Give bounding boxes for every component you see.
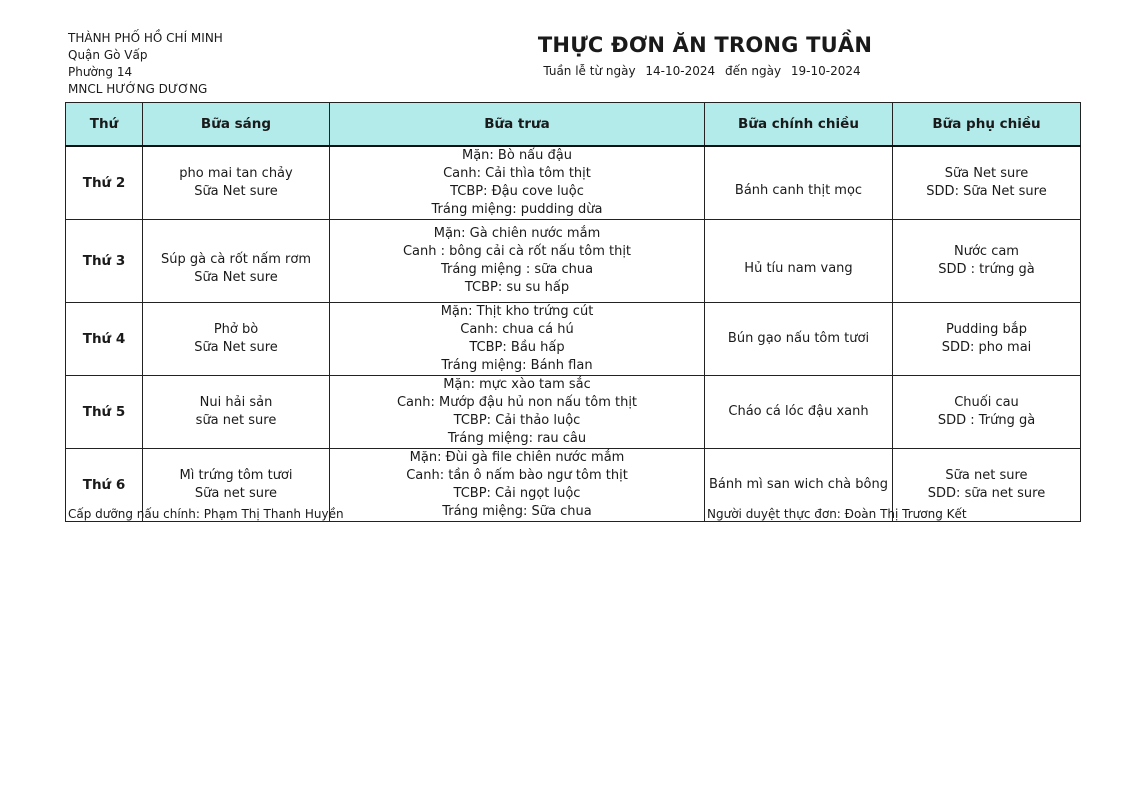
breakfast-cell [143, 146, 330, 220]
menu-item: TCBP: su su hấp [464, 280, 570, 295]
menu-item: Canh: tần ô nấm bào ngư tôm thịt [406, 468, 628, 483]
menu-item: Canh: chua cá hú [460, 322, 574, 337]
menu-item: Tráng miệng: rau câu [447, 431, 587, 446]
column-header-breakfast: Bữa sáng [143, 103, 330, 147]
menu-item: Mặn: Gà chiên nước mắm [433, 226, 601, 241]
menu-item: Nui hải sản [199, 395, 273, 410]
menu-item: Tráng miệng: Sữa chua [442, 504, 592, 519]
week-range [440, 64, 970, 78]
breakfast-cell [143, 303, 330, 376]
table-row [66, 376, 1081, 449]
menu-item: Sữa net sure [945, 468, 1028, 483]
approver-signature: Người duyệt thực đơn: Đoàn Thị Trương Kết [707, 507, 967, 521]
week-date-to: 19-10-2024 [790, 64, 861, 78]
afternoon-snack-cell [893, 376, 1081, 449]
afternoon-main-cell [705, 376, 893, 449]
breakfast-cell [143, 376, 330, 449]
day-cell: Thứ 3 [66, 220, 143, 303]
school-name: MNCL HƯỚNG DƯƠNG [68, 82, 208, 96]
menu-item: Mặn: Bò nấu đậu [462, 148, 572, 163]
weekly-menu-table [65, 102, 1081, 522]
menu-item: Bún gạo nấu tôm tươi [727, 331, 870, 346]
menu-item: Sữa Net sure [944, 166, 1029, 181]
menu-item: Tráng miệng : sữa chua [440, 262, 594, 277]
menu-item: Sữa Net sure [194, 270, 278, 285]
column-header-afternoon-snack: Bữa phụ chiều [893, 103, 1081, 147]
day-cell: Thứ 4 [66, 303, 143, 376]
menu-item: Tráng miệng: Bánh flan [441, 358, 593, 373]
menu-item: TCBP: Cải thảo luộc [453, 413, 581, 428]
menu-item: Chuối cau [954, 395, 1019, 410]
menu-item: Canh: Cải thìa tôm thịt [443, 166, 591, 181]
menu-item: Mặn: Thịt kho trứng cút [440, 304, 594, 319]
day-cell: Thứ 2 [66, 146, 143, 220]
menu-item: SDD: sữa net sure [927, 486, 1046, 501]
menu-item: Sữa Net sure [194, 340, 278, 355]
lunch-cell [330, 449, 705, 522]
table-row [66, 146, 1081, 220]
table-row [66, 220, 1081, 303]
menu-item: Sữa net sure [194, 486, 278, 501]
menu-item: Phở bò [213, 322, 259, 337]
lunch-cell [330, 303, 705, 376]
menu-item: Mặn: Đùi gà file chiên nước mắm [409, 450, 625, 465]
page-title: THỰC ĐƠN ĂN TRONG TUẦN [537, 33, 873, 57]
week-label-to: đến ngày [724, 64, 782, 78]
table-row [66, 303, 1081, 376]
afternoon-main-cell [705, 303, 893, 376]
menu-item: sữa net sure [195, 413, 277, 428]
menu-item: Nước cam [954, 244, 1019, 259]
menu-item: Cháo cá lóc đậu xanh [728, 404, 869, 419]
day-cell: Thứ 5 [66, 376, 143, 449]
menu-item: TCBP: Cải ngọt luộc [453, 486, 581, 501]
column-header-lunch: Bữa trưa [330, 103, 705, 147]
menu-item: TCBP: Bầu hấp [469, 340, 565, 355]
week-date-from: 14-10-2024 [645, 64, 716, 78]
afternoon-snack-cell [893, 146, 1081, 220]
lunch-cell [330, 146, 705, 220]
menu-item: SDD : Trứng gà [937, 413, 1036, 428]
day-cell: Thứ 6 [66, 449, 143, 522]
menu-item: Canh: Mướp đậu hủ non nấu tôm thịt [396, 395, 638, 410]
menu-item: Pudding bắp [945, 322, 1028, 337]
afternoon-snack-cell [893, 303, 1081, 376]
afternoon-main-cell [705, 220, 893, 303]
head-cook-signature: Cấp dưỡng nấu chính: Phạm Thị Thanh Huyền [68, 507, 344, 521]
menu-item: Mì trứng tôm tươi [179, 468, 293, 483]
menu-item: pho mai tan chảy [179, 166, 293, 181]
table-header-row [66, 103, 1081, 147]
menu-item: Bánh canh thịt mọc [734, 183, 863, 198]
menu-item: TCBP: Đậu cove luộc [450, 184, 584, 199]
menu-item: Canh : bông cải cà rốt nấu tôm thịt [402, 244, 632, 259]
district-name: Quận Gò Vấp [68, 48, 148, 62]
column-header-day: Thứ [66, 103, 143, 147]
menu-item: Mặn: mực xào tam sắc [443, 377, 591, 392]
menu-item: Bánh mì san wich chà bông [709, 477, 888, 492]
lunch-cell [330, 220, 705, 303]
city-name: THÀNH PHỐ HỒ CHÍ MINH [68, 31, 223, 45]
menu-item: SDD : trứng gà [938, 262, 1035, 277]
afternoon-snack-cell [893, 220, 1081, 303]
menu-item: Hủ tíu nam vang [744, 261, 853, 276]
week-label-from: Tuần lễ từ ngày [543, 64, 636, 78]
school-header [68, 30, 223, 98]
column-header-afternoon-main: Bữa chính chiều [705, 103, 893, 147]
breakfast-cell [143, 220, 330, 303]
menu-item: Súp gà cà rốt nấm rơm [161, 252, 311, 267]
afternoon-main-cell [705, 146, 893, 220]
ward-name: Phường 14 [68, 65, 133, 79]
menu-item: SDD: Sữa Net sure [926, 184, 1047, 199]
lunch-cell [330, 376, 705, 449]
menu-item: Tráng miệng: pudding dừa [431, 202, 603, 217]
menu-item: SDD: pho mai [941, 340, 1032, 355]
menu-item: Sữa Net sure [194, 184, 278, 199]
